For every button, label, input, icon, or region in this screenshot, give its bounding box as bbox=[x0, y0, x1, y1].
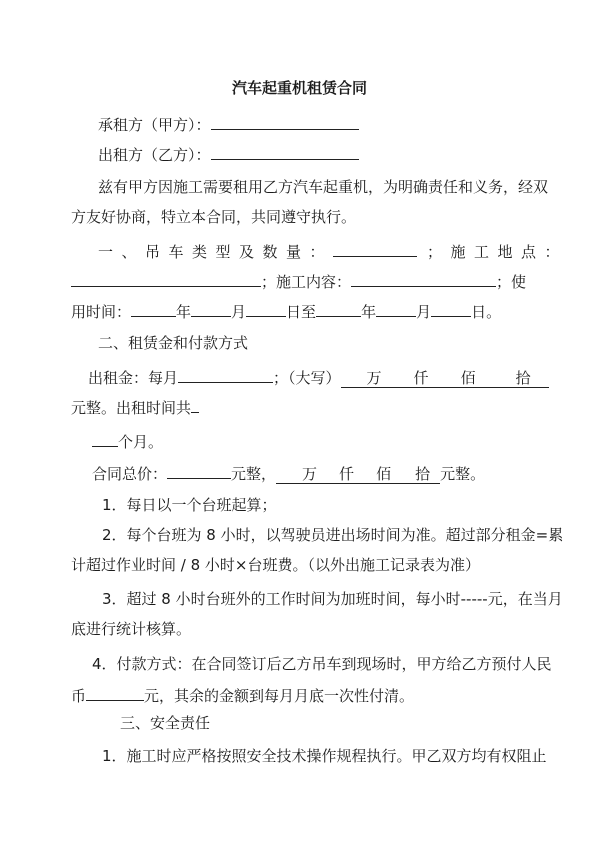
prepay-amount-blank[interactable] bbox=[86, 684, 144, 701]
work-content-blank[interactable] bbox=[351, 270, 496, 287]
section3-heading: 三、安全责任 bbox=[120, 714, 211, 732]
rent-label: 出租金：每月 bbox=[88, 369, 179, 387]
months-label: 个月。 bbox=[118, 433, 164, 451]
month-label: 月 bbox=[231, 303, 247, 321]
section1-line-3 bbox=[71, 300, 501, 322]
payment-item-3-line-2: 底进行统计核算。 bbox=[71, 620, 192, 638]
months-blank[interactable] bbox=[92, 430, 118, 447]
day-to-label: 日至 bbox=[286, 303, 317, 321]
crane-type-label: 一、吊车类型及数量： bbox=[98, 243, 334, 261]
day-end-label: 日。 bbox=[471, 303, 502, 321]
rent-period-line bbox=[71, 396, 199, 418]
lessee-blank[interactable] bbox=[211, 113, 359, 130]
work-content-label: ；施工内容： bbox=[261, 273, 352, 291]
qian-char: 仟 bbox=[413, 369, 429, 387]
safety-item-1: 1．施工时应严格按照安全技术操作规程执行。甲乙双方均有权阻止 bbox=[102, 747, 547, 765]
rent-period-label: 元整。出租时间共 bbox=[71, 399, 192, 417]
lessee-label: 承租方（甲方）： bbox=[98, 116, 211, 134]
yuan-zheng-comma: 元整， bbox=[231, 465, 277, 483]
total-price-line bbox=[92, 462, 485, 484]
section1-line-1 bbox=[98, 240, 568, 262]
intro-line-2: 方友好协商，特立本合同，共同遵守执行。 bbox=[71, 208, 357, 226]
payment-item-1: 1．每日以一个台班起算； bbox=[102, 496, 277, 514]
end-day-blank[interactable] bbox=[431, 300, 471, 317]
document-title: 汽车起重机租赁合同 bbox=[232, 79, 368, 97]
payment-item-2-line-2: 计超过作业时间 / 8 小时×台班费。（以外出施工记录表为准） bbox=[71, 556, 480, 574]
site-label: ；施工地点： bbox=[427, 243, 569, 261]
total-amount-blank[interactable] bbox=[167, 462, 231, 479]
bai-char: 佰 bbox=[460, 369, 476, 387]
rent-amount-blank[interactable] bbox=[178, 366, 273, 383]
rent-daxie-label: ；（大写） bbox=[273, 369, 341, 387]
crane-type-blank[interactable] bbox=[333, 240, 417, 257]
lessor-blank[interactable] bbox=[211, 143, 359, 160]
lessee-line bbox=[98, 113, 359, 135]
payment-item-3-line-1: 3．超过 8 小时台班外的工作时间为加班时间，每小时-----元，在当月 bbox=[102, 590, 563, 608]
months-line bbox=[92, 430, 163, 452]
currency-label: 币 bbox=[71, 687, 87, 705]
yuan-zheng-end: 元整。 bbox=[440, 465, 486, 483]
payment-item-2-line-1: 2．每个台班为 8 小时，以驾驶员进出场时间为准。超过部分租金=累 bbox=[102, 526, 564, 544]
lessor-line bbox=[98, 143, 359, 165]
payment-item-4-line-1: 4．付款方式：在合同签订后乙方吊车到现场时，甲方给乙方预付人民 bbox=[92, 655, 552, 673]
use-label-start: ；使 bbox=[496, 273, 527, 291]
month-label-2: 月 bbox=[416, 303, 432, 321]
payment-item-4-line-2 bbox=[71, 684, 414, 706]
start-month-blank[interactable] bbox=[191, 300, 231, 317]
rent-line bbox=[88, 366, 549, 388]
rent-period-blank-start[interactable] bbox=[191, 396, 199, 413]
end-year-blank[interactable] bbox=[316, 300, 361, 317]
total-shi-char: 拾 bbox=[415, 465, 431, 483]
end-month-blank[interactable] bbox=[376, 300, 416, 317]
use-time-label: 用时间： bbox=[71, 303, 132, 321]
shi-char: 拾 bbox=[515, 369, 531, 387]
prepay-remainder: 元，其余的金额到每月月底一次性付清。 bbox=[144, 687, 415, 705]
section1-line-2 bbox=[71, 270, 526, 292]
lessor-label: 出租方（乙方）： bbox=[98, 146, 211, 164]
start-year-blank[interactable] bbox=[131, 300, 176, 317]
site-blank[interactable] bbox=[71, 270, 261, 287]
year-label-2: 年 bbox=[361, 303, 377, 321]
year-label: 年 bbox=[176, 303, 192, 321]
rent-daxie-blank[interactable] bbox=[341, 369, 549, 388]
total-daxie-blank[interactable] bbox=[276, 465, 440, 484]
total-label: 合同总价： bbox=[92, 465, 168, 483]
wan-char: 万 bbox=[366, 369, 382, 387]
section2-heading: 二、租赁金和付款方式 bbox=[98, 334, 249, 352]
total-qian-char: 仟 bbox=[339, 465, 355, 483]
intro-line-1: 兹有甲方因施工需要租用乙方汽车起重机，为明确责任和义务，经双 bbox=[98, 178, 549, 196]
start-day-blank[interactable] bbox=[246, 300, 286, 317]
total-bai-char: 佰 bbox=[376, 465, 392, 483]
total-wan-char: 万 bbox=[302, 465, 318, 483]
